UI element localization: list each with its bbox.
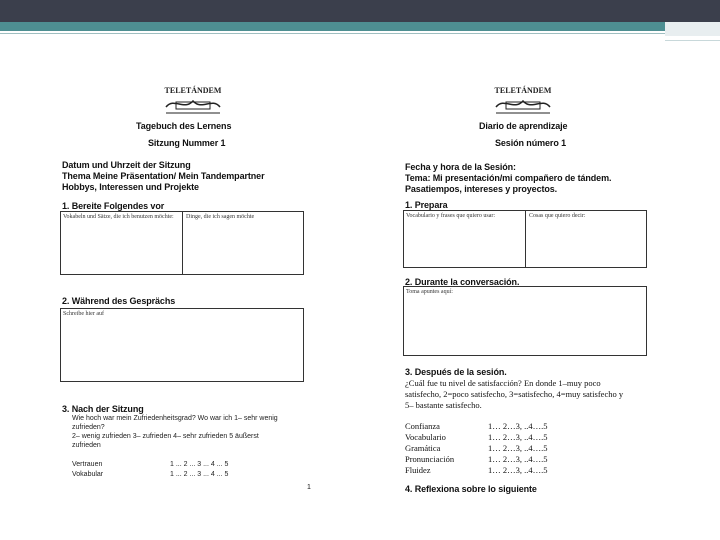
german-scale-value: 1 ... 2 ... 3 ... 4 ... 5	[170, 461, 229, 468]
german-diary-title: Tagebuch des Lernens	[136, 121, 232, 131]
german-vocab-cell-label: Vokabeln und Sätze, die ich benutzen möchte:	[63, 214, 174, 220]
german-question-line: zufrieden?	[72, 424, 105, 431]
german-things-cell-label: Dinge, die ich sagen möchte	[186, 214, 255, 220]
spanish-section-4: 4. Reflexiona sobre lo siguiente	[405, 484, 537, 494]
german-question-line: 2– wenig zufrieden 3– zufrieden 4– sehr zufrieden 5 äußerst	[72, 433, 259, 440]
spanish-heading-line: Pasatiempos, intereses y proyectos.	[405, 184, 558, 194]
spanish-scale-value: 1… 2…3, ..4….5	[488, 443, 548, 453]
spanish-session-number: Sesión número 1	[495, 138, 567, 148]
spanish-scale-label: Gramática	[405, 443, 441, 453]
spanish-question-line: ¿Cuál fue tu nivel de satisfacción? En donde 1–muy poco	[405, 378, 601, 388]
slide-corner-line	[665, 40, 720, 41]
teletandem-logo	[492, 83, 554, 121]
spanish-scale-label: Fluidez	[405, 465, 431, 475]
spanish-vocab-cell-label: Vocabulario y frases que quiero usar:	[406, 213, 496, 219]
spanish-heading-line: Fecha y hora de la Sesión:	[405, 162, 516, 172]
teletandem-logo-image	[162, 83, 224, 121]
spanish-question-line: 5– bastante satisfecho.	[405, 400, 482, 410]
spanish-diary-title: Diario de aprendizaje	[479, 121, 568, 131]
spanish-heading-line: Tema: Mi presentación/mi compañero de tándem.	[405, 173, 612, 183]
german-notes-box	[60, 308, 304, 382]
german-question-line: Wie hoch war mein Zufriedenheitsgrad? Wo war ich 1– sehr wenig	[72, 415, 278, 422]
spanish-scale-label: Pronunciación	[405, 454, 455, 464]
german-heading-line: Hobbys, Interessen und Projekte	[62, 182, 199, 192]
slide-accent-line	[0, 33, 720, 34]
german-section-1: 1. Bereite Folgendes vor	[62, 201, 165, 211]
german-question-line: zufrieden	[72, 442, 101, 449]
spanish-question-line: satisfecho, 2=poco satisfecho, 3=satisfecho, 4=muy satisfecho y	[405, 389, 624, 399]
spanish-prep-table	[403, 210, 647, 268]
spanish-scale-label: Vocabulario	[405, 432, 446, 442]
spanish-things-cell-label: Cosas que quiero decir:	[529, 213, 586, 219]
german-section-2: 2. Während des Gesprächs	[62, 296, 176, 306]
german-heading-line: Thema Meine Präsentation/ Mein Tandempartner	[62, 171, 265, 181]
slide-accent-bar	[0, 22, 720, 31]
german-page-number: 1	[307, 484, 311, 491]
slide-corner-decoration	[665, 22, 720, 36]
spanish-scale-value: 1… 2…3, ..4….5	[488, 465, 548, 475]
spanish-scale-label: Confianza	[405, 421, 440, 431]
german-scale-label: Vertrauen	[72, 461, 103, 468]
spanish-notes-box	[403, 286, 647, 356]
spanish-scale-value: 1… 2…3, ..4….5	[488, 454, 548, 464]
teletandem-logo-image	[492, 83, 554, 121]
spanish-section-2: 2. Durante la conversación.	[405, 277, 520, 287]
german-prep-table	[60, 211, 304, 275]
german-session-number: Sitzung Nummer 1	[148, 138, 226, 148]
german-scale-label: Vokabular	[72, 471, 104, 478]
spanish-section-3: 3. Después de la sesión.	[405, 367, 507, 377]
logo-text: TELETÁNDEM	[494, 86, 552, 95]
teletandem-logo	[162, 83, 224, 121]
german-heading-line: Datum und Uhrzeit der Sitzung	[62, 160, 191, 170]
spanish-notes-label: Toma apuntes aquí:	[406, 289, 453, 295]
slide-top-bar	[0, 0, 720, 22]
logo-text: TELETÁNDEM	[164, 86, 222, 95]
german-section-3: 3. Nach der Sitzung	[62, 404, 144, 414]
german-notes-label: Schreibe hier auf	[63, 311, 104, 317]
spanish-scale-value: 1… 2…3, ..4….5	[488, 432, 548, 442]
spanish-scale-value: 1… 2…3, ..4….5	[488, 421, 548, 431]
german-scale-value: 1 ... 2 ... 3 ... 4 ... 5	[170, 471, 229, 478]
spanish-section-1: 1. Prepara	[405, 200, 448, 210]
